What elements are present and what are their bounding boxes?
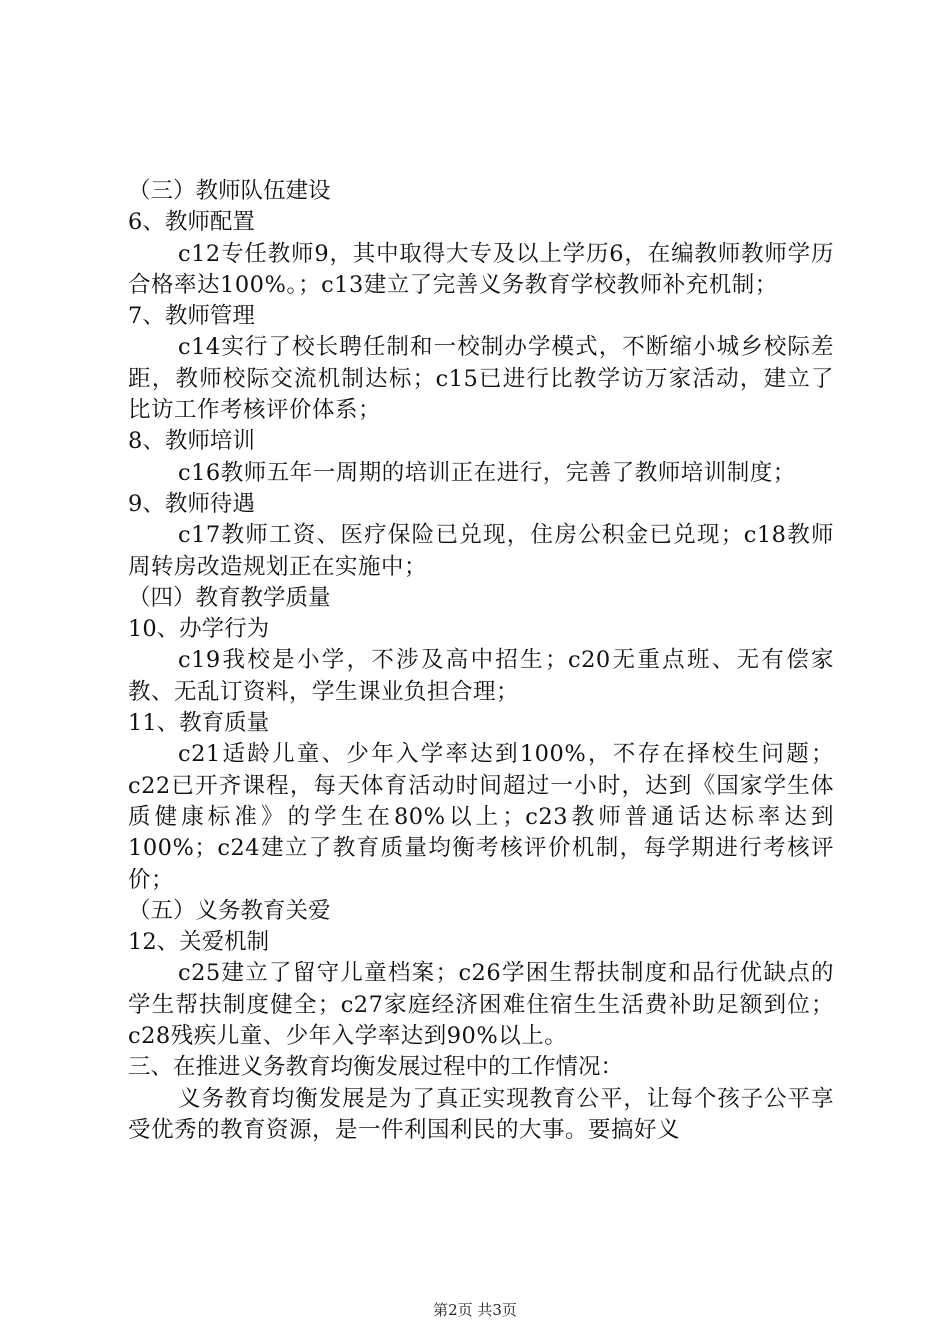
body-paragraph: c14实行了校长聘任制和一校制办学模式，不断缩小城乡校际差距，教师校际交流机制达标；c15已进行比教学访万家活动，建立了比访工作考核评价体系； — [128, 334, 834, 424]
section-heading: （三）教师队伍建设 — [128, 178, 331, 204]
section-heading: 7、教师管理 — [128, 303, 255, 330]
body-paragraph: c12专任教师9，其中取得大专及以上学历6，在编教师教师学历合格率达100%。；c13建立了完善义务教育学校教师补充机制； — [128, 240, 834, 298]
section-heading: 12、关爱机制 — [128, 929, 270, 956]
body-paragraph: c21适龄儿童、少年入学率达到100%，不存在择校生问题；c22已开齐课程，每天体育活动时间超过一小时，达到《国家学生体质健康标准》的学生在80%以上；c23教师普通话达标率达到100%；c24建立了教育质量均衡考核评价机制，每学期进行考核评价； — [128, 741, 834, 893]
page-number-label: 第2页 共3页 — [433, 1301, 517, 1319]
body-paragraph: 义务教育均衡发展是为了真正实现教育公平，让每个孩子公平享受优秀的教育资源，是一件利国利民的大事。要搞好义 — [128, 1085, 834, 1143]
body-paragraph: c17教师工资、医疗保险已兑现，住房公积金已兑现；c18教师周转房改造规划正在实施中； — [128, 522, 834, 580]
section-heading: （五）义务教育关爱 — [128, 897, 331, 924]
section-heading: 6、教师配置 — [128, 209, 255, 236]
section-heading: （四）教育教学质量 — [128, 584, 331, 611]
body-paragraph: c16教师五年一周期的培训正在进行，完善了教师培训制度； — [178, 459, 796, 486]
section-heading: 10、办学行为 — [128, 616, 270, 643]
body-paragraph: c19我校是小学，不涉及高中招生；c20无重点班、无有偿家教、无乱订资料，学生课业负担合理； — [128, 647, 834, 705]
section-heading: 11、教育质量 — [128, 710, 270, 737]
section-heading: 8、教师培训 — [128, 428, 255, 455]
document-body — [128, 176, 834, 1146]
page-footer — [0, 1300, 950, 1320]
body-paragraph: c25建立了留守儿童档案；c26学困生帮扶制度和品行优缺点的学生帮扶制度健全；c27家庭经济困难住宿生生活费补助足额到位；c28残疾儿童、少年入学率达到90%以上。 — [128, 960, 834, 1050]
section-heading: 三、在推进义务教育均衡发展过程中的工作情况： — [128, 1054, 624, 1081]
section-heading: 9、教师待遇 — [128, 490, 255, 517]
